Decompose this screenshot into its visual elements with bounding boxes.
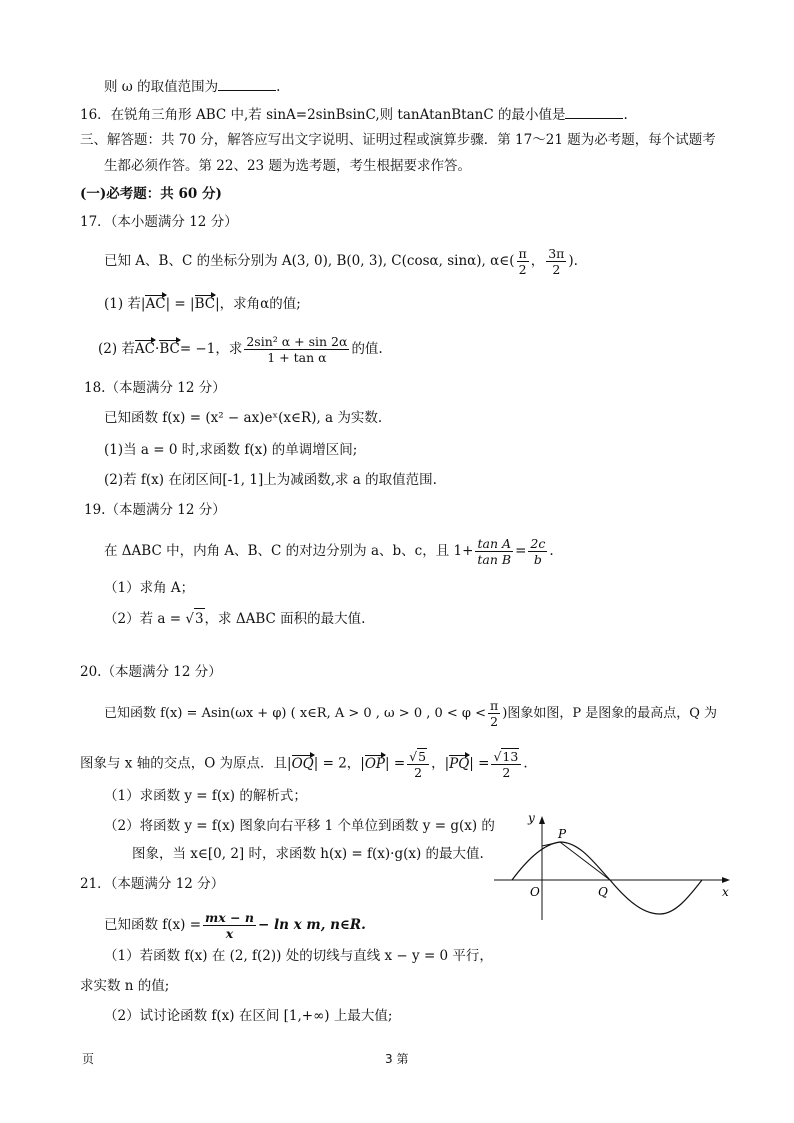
vector-ac: AC: [134, 341, 156, 357]
text: 16．在锐角三角形 ABC 中,若 sinA=2sinBsinC,则 tanAtanBtanC 的最小值是: [80, 107, 566, 123]
text: （1）求函数 y = f(x) 的解析式；: [104, 788, 307, 804]
fraction: [244, 334, 349, 365]
radicand: 3: [194, 608, 205, 629]
text: （2）将函数 y = f(x) 图象向右平移 1 个单位到函数 y = g(x) 的: [104, 818, 495, 834]
fraction: [488, 698, 500, 729]
q18-part1: [104, 440, 357, 460]
q20-statement-2: [80, 748, 528, 780]
text: )图象如图，P 是图象的最高点，Q 为: [502, 706, 718, 721]
den: tan B: [477, 552, 512, 567]
sqrt-sign: √: [493, 749, 502, 764]
fraction: [528, 536, 547, 567]
text: .: [549, 543, 554, 559]
q18-part2: [104, 470, 437, 490]
q20-part2: [104, 816, 495, 836]
text: .: [523, 755, 528, 772]
fraction: [407, 748, 429, 780]
label-p: P: [558, 827, 567, 841]
q20-part1: [104, 786, 307, 806]
fraction: [517, 246, 529, 277]
section-3-intro: [80, 130, 716, 150]
text: 图象，当 x∈[0, 2] 时，求函数 h(x) = f(x)·g(x) 的最大值.: [132, 846, 484, 862]
segment-op: [542, 842, 560, 846]
text: 求实数 n 的值;: [80, 978, 170, 994]
text: 已知函数 f(x) = Asin(ωx + φ) ( x∈R, A > 0 , ω > 0 , 0 < φ <: [104, 706, 487, 721]
text: | =: [385, 755, 406, 772]
vector-bc: BC: [194, 296, 216, 312]
q20-part2-cont: [132, 844, 484, 864]
num: mx − n: [205, 910, 254, 925]
text: (1) 若|: [104, 296, 146, 312]
q21-heading: [80, 874, 224, 894]
label-o: O: [530, 885, 540, 899]
q17-heading: [80, 212, 238, 232]
text: ，: [530, 253, 545, 269]
text: − ln x m, n∈R.: [258, 917, 366, 933]
text: = −1，求: [179, 341, 243, 357]
footer-left: 页: [82, 1052, 95, 1066]
fraction: [546, 246, 566, 277]
den: 2: [414, 765, 423, 780]
footer-page-number: 3 第: [385, 1052, 409, 1066]
num: π: [518, 246, 527, 261]
x-axis-arrow: [722, 877, 730, 883]
num: tan A: [475, 536, 513, 552]
y-axis-arrow: [539, 816, 545, 824]
part-1-heading: [80, 184, 222, 204]
text: 已知 A、B、C 的坐标分别为 A(3, 0), B(0, 3), C(cosα, sinα), α∈(: [104, 253, 515, 269]
text: (1)当 a = 0 时,求函数 f(x) 的单调增区间;: [104, 442, 358, 458]
q21-part2: [104, 1006, 392, 1026]
q20-heading: [80, 662, 222, 682]
q19-heading: [84, 500, 226, 520]
text: | =: [469, 755, 490, 772]
text: 生都必须作答。第 22、23 题为选考题，考生根据要求作答。: [104, 158, 471, 174]
text: (2)若 f(x) 在闭区间[-1, 1]上为减函数,求 a 的取值范围.: [104, 472, 437, 488]
vector-bc: BC: [159, 341, 180, 357]
fraction: [203, 910, 256, 941]
q18-heading: [84, 378, 226, 398]
text: 17．（本小题满分 12 分）: [80, 214, 238, 230]
text: 则 ω 的取值范围为: [104, 79, 219, 95]
den: 2: [490, 714, 499, 729]
label-y: y: [528, 811, 535, 825]
answer-blank[interactable]: [565, 104, 623, 119]
q18-statement: [104, 408, 382, 428]
sqrt-sign: √: [185, 611, 194, 627]
num: π: [490, 698, 499, 713]
answer-blank[interactable]: [218, 76, 276, 91]
text: |，求角α的值;: [215, 296, 301, 312]
q21-statement: [104, 910, 366, 941]
q19-part2: [104, 608, 365, 629]
text: （2）若 a =: [104, 611, 186, 627]
den: 2: [518, 262, 527, 277]
section-3-intro-2: [104, 156, 471, 176]
text: | = |: [165, 296, 195, 312]
fraction: [491, 748, 521, 780]
num: 3π: [548, 246, 565, 261]
sqrt-sign: √: [409, 749, 418, 764]
q17-statement: [104, 246, 578, 277]
sine-graph: [490, 808, 740, 920]
text: （2）试讨论函数 f(x) 在区间 [1,+∞) 上最大值;: [104, 1008, 393, 1024]
text: =: [515, 543, 527, 559]
q20-statement: [104, 698, 717, 729]
q21-part1: [104, 946, 493, 966]
text: ，|: [431, 755, 450, 772]
text: 已知函数 f(x) =: [104, 917, 202, 933]
text: （1）若函数 f(x) 在 (2, f(2)) 处的切线与直线 x − y = 0 平行，: [104, 948, 493, 964]
vector-oq: OQ: [291, 755, 314, 772]
text: | = 2，|: [313, 755, 365, 772]
q17-part2: [98, 334, 383, 365]
text: (一)必考题：共 60 分): [80, 186, 222, 202]
vector-ac: AC: [145, 296, 166, 312]
q21-part1-cont: [80, 976, 169, 996]
vector-pq: PQ: [449, 755, 470, 772]
text: 在 ΔABC 中，内角 A、B、C 的对边分别为 a、b、c，且 1+: [104, 543, 474, 559]
text: (2) 若: [98, 341, 135, 357]
text: ，求 ΔABC 面积的最大值.: [204, 611, 366, 627]
q17-part1: [104, 294, 301, 314]
text: 18.（本题满分 12 分）: [84, 380, 226, 396]
den: 1 + tan α: [267, 350, 327, 365]
q15-tail: 则 ω 的取值范围为 .: [104, 76, 280, 97]
q19-statement: [104, 536, 554, 567]
text: ·: [155, 341, 160, 357]
q16: 16．在锐角三角形 ABC 中,若 sinA=2sinBsinC,则 tanAtanBtanC 的最小值是 .: [80, 104, 628, 125]
text: 已知函数 f(x) = (x² − ax)eˣ(x∈R), a 为实数.: [104, 410, 383, 426]
text: 三、解答题：共 70 分，解答应写出文字说明、证明过程或演算步骤．第 17～21 题为必考题，每个试题考: [80, 132, 716, 148]
label-x: x: [722, 885, 729, 899]
text: 图象与 x 轴的交点，O 为原点．且|: [80, 755, 292, 772]
text: （1）求角 A；: [104, 580, 195, 596]
label-q: Q: [598, 885, 608, 899]
segment-pq: [560, 842, 610, 880]
text: 21．（本题满分 12 分）: [80, 876, 225, 892]
text: ).: [568, 253, 578, 269]
num: 2sin² α + sin 2α: [246, 334, 348, 349]
text: 的值.: [351, 341, 383, 357]
text: 20.（本题满分 12 分）: [80, 664, 222, 680]
radicand: 13: [502, 749, 519, 764]
radicand: 5: [418, 749, 427, 764]
text: 19.（本题满分 12 分）: [84, 502, 226, 518]
fraction: [475, 536, 513, 567]
den: x: [225, 926, 234, 941]
vector-op: OP: [364, 755, 385, 772]
den: 2: [502, 765, 511, 780]
den: b: [533, 552, 542, 567]
num: 2c: [530, 536, 546, 551]
q19-part1: [104, 578, 194, 598]
den: 2: [552, 262, 561, 277]
